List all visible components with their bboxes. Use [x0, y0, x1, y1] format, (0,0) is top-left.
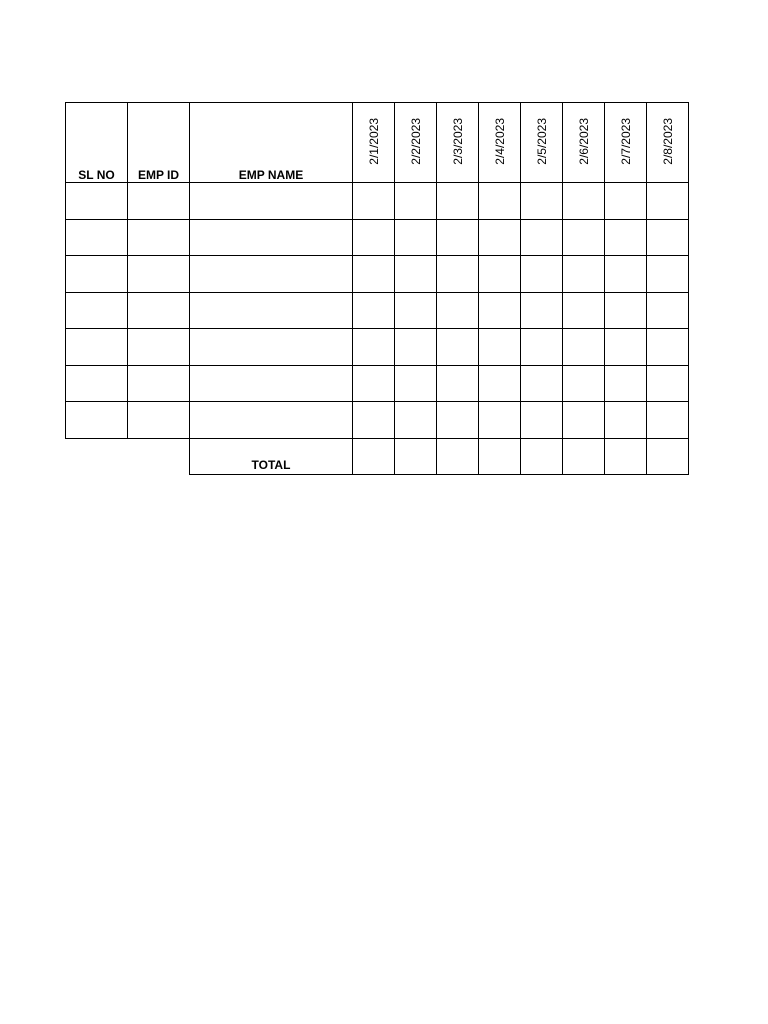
table-cell[interactable]: [563, 219, 605, 256]
table-cell[interactable]: [437, 329, 479, 366]
table-cell[interactable]: [395, 183, 437, 220]
header-sl-no: SL NO: [66, 103, 128, 183]
table-cell[interactable]: [66, 292, 128, 329]
table-cell[interactable]: [563, 292, 605, 329]
table-cell[interactable]: [647, 329, 689, 366]
table-cell[interactable]: [353, 329, 395, 366]
total-row: [66, 438, 689, 475]
total-cell[interactable]: [521, 438, 563, 475]
table-cell[interactable]: [605, 183, 647, 220]
table-cell[interactable]: [479, 329, 521, 366]
header-date-4: [479, 103, 521, 183]
table-cell[interactable]: [479, 183, 521, 220]
table-cell[interactable]: [437, 402, 479, 439]
table-cell[interactable]: [66, 183, 128, 220]
table-cell[interactable]: [563, 256, 605, 293]
table-cell[interactable]: [563, 402, 605, 439]
table-cell[interactable]: [353, 219, 395, 256]
table-cell[interactable]: [66, 365, 128, 402]
table-cell[interactable]: [190, 219, 353, 256]
table-row: [66, 329, 689, 366]
table-cell[interactable]: [437, 365, 479, 402]
header-emp-name: EMP NAME: [190, 103, 353, 183]
table-cell[interactable]: [128, 256, 190, 293]
table-cell[interactable]: [128, 292, 190, 329]
table-cell[interactable]: [605, 329, 647, 366]
table-cell[interactable]: [353, 183, 395, 220]
table-cell[interactable]: [605, 365, 647, 402]
table-cell[interactable]: [128, 402, 190, 439]
date-label: 2/2/2023: [408, 117, 423, 165]
table-cell[interactable]: [437, 256, 479, 293]
table-cell[interactable]: [479, 292, 521, 329]
table-row: [66, 256, 689, 293]
table-cell[interactable]: [66, 329, 128, 366]
table-cell[interactable]: [128, 219, 190, 256]
table-cell[interactable]: [563, 183, 605, 220]
table-cell[interactable]: [395, 292, 437, 329]
header-emp-id: EMP ID: [128, 103, 190, 183]
table-row: [66, 292, 689, 329]
date-label: 2/3/2023: [450, 117, 465, 165]
table-cell[interactable]: [190, 256, 353, 293]
header-date-2: [395, 103, 437, 183]
header-date-8: [647, 103, 689, 183]
header-date-3: [437, 103, 479, 183]
total-cell[interactable]: [479, 438, 521, 475]
total-blank-cell: [66, 438, 128, 475]
table-cell[interactable]: [437, 183, 479, 220]
table-cell[interactable]: [353, 256, 395, 293]
table-row: [66, 219, 689, 256]
table-cell[interactable]: [563, 365, 605, 402]
table-cell[interactable]: [605, 219, 647, 256]
table-cell[interactable]: [353, 402, 395, 439]
table-cell[interactable]: [647, 402, 689, 439]
table-cell[interactable]: [395, 219, 437, 256]
total-cell[interactable]: [437, 438, 479, 475]
table-cell[interactable]: [395, 256, 437, 293]
table-row: [66, 365, 689, 402]
table-cell[interactable]: [647, 183, 689, 220]
table-cell[interactable]: [395, 329, 437, 366]
header-row: [66, 103, 689, 183]
total-cell[interactable]: [605, 438, 647, 475]
table-row: [66, 402, 689, 439]
table-cell[interactable]: [521, 402, 563, 439]
table-cell[interactable]: [479, 365, 521, 402]
table-cell[interactable]: [190, 402, 353, 439]
header-date-6: [563, 103, 605, 183]
header-date-1: [353, 103, 395, 183]
table-cell[interactable]: [605, 256, 647, 293]
table-cell[interactable]: [353, 365, 395, 402]
table-cell[interactable]: [521, 219, 563, 256]
date-label: 2/4/2023: [492, 117, 507, 165]
attendance-sheet: [65, 102, 689, 475]
table-cell[interactable]: [479, 402, 521, 439]
date-label: 2/1/2023: [366, 117, 381, 165]
table-cell[interactable]: [395, 402, 437, 439]
table-cell[interactable]: [521, 183, 563, 220]
table-row: [66, 183, 689, 220]
total-cell[interactable]: [353, 438, 395, 475]
table-cell[interactable]: [647, 292, 689, 329]
date-label: 2/5/2023: [534, 117, 549, 165]
table-cell[interactable]: [66, 256, 128, 293]
table-cell[interactable]: [647, 256, 689, 293]
table-cell[interactable]: [437, 292, 479, 329]
table-cell[interactable]: [479, 219, 521, 256]
table-cell[interactable]: [647, 365, 689, 402]
table-cell[interactable]: [563, 329, 605, 366]
table-cell[interactable]: [128, 365, 190, 402]
table-cell[interactable]: [128, 183, 190, 220]
date-label: 2/7/2023: [618, 117, 633, 165]
table-cell[interactable]: [479, 256, 521, 293]
total-cell[interactable]: [647, 438, 689, 475]
total-cell[interactable]: [395, 438, 437, 475]
table-cell[interactable]: [190, 183, 353, 220]
attendance-table: [65, 102, 689, 475]
header-date-5: [521, 103, 563, 183]
total-cell[interactable]: [563, 438, 605, 475]
table-cell[interactable]: [66, 219, 128, 256]
date-label: 2/8/2023: [660, 117, 675, 165]
table-cell[interactable]: [437, 219, 479, 256]
total-blank-cell: [128, 438, 190, 475]
table-cell[interactable]: [521, 329, 563, 366]
table-cell[interactable]: [521, 256, 563, 293]
table-body: [66, 183, 689, 475]
table-cell[interactable]: [353, 292, 395, 329]
table-cell[interactable]: [190, 365, 353, 402]
total-label: TOTAL: [190, 438, 353, 475]
table-cell[interactable]: [395, 365, 437, 402]
header-date-7: [605, 103, 647, 183]
table-cell[interactable]: [190, 329, 353, 366]
table-cell[interactable]: [605, 402, 647, 439]
table-cell[interactable]: [66, 402, 128, 439]
table-cell[interactable]: [647, 219, 689, 256]
table-cell[interactable]: [128, 329, 190, 366]
table-cell[interactable]: [605, 292, 647, 329]
table-cell[interactable]: [521, 292, 563, 329]
table-cell[interactable]: [521, 365, 563, 402]
date-label: 2/6/2023: [576, 117, 591, 165]
table-cell[interactable]: [190, 292, 353, 329]
